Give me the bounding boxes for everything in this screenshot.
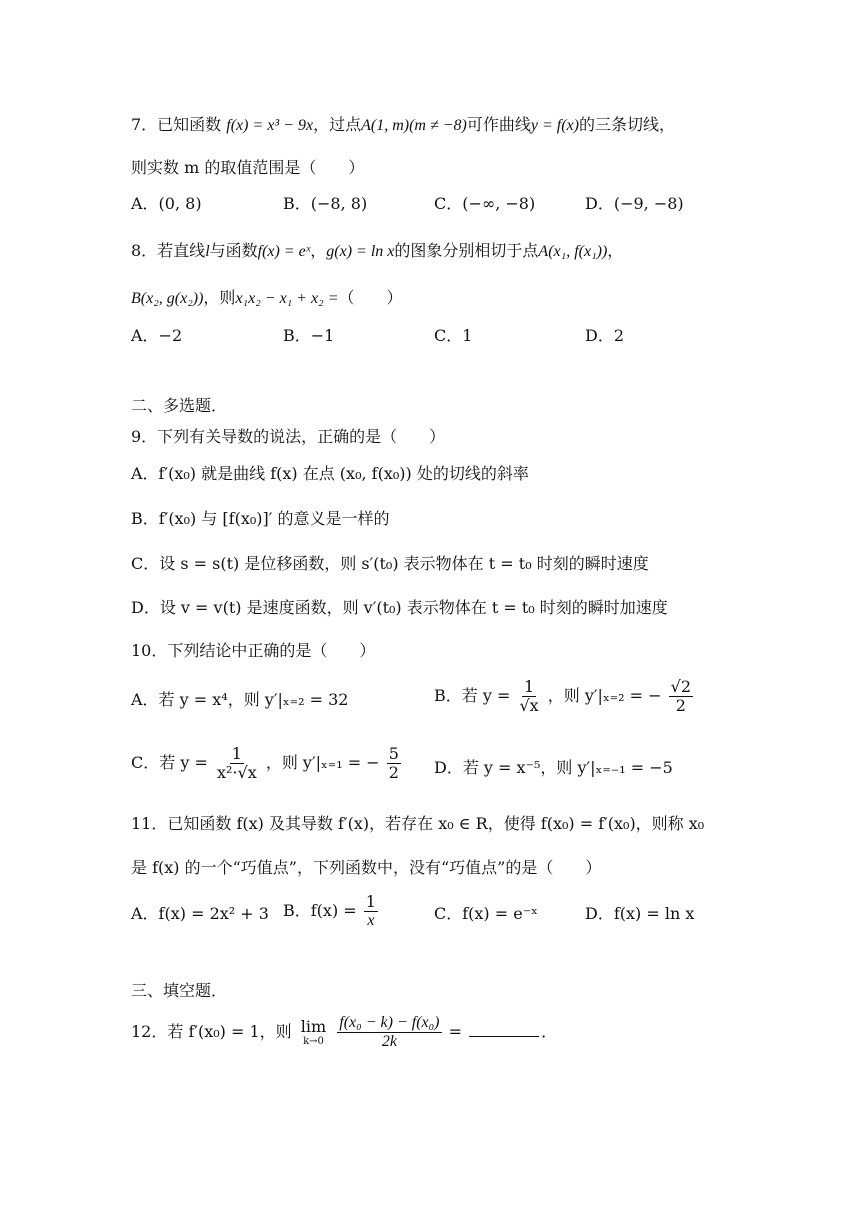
q10-b-prefix: B．若 y =	[434, 686, 511, 705]
q8-line2	[131, 287, 403, 310]
q10-option-a: A．若 y = x⁴，则 y′|ₓ₌₂ = 32	[131, 690, 349, 709]
q7-text-mid2: 可作曲线	[466, 115, 531, 134]
q8-text-tail: 的图象分别相切于点	[394, 241, 539, 260]
q10-c-mid: ，则 y′|ₓ₌₁ = −	[265, 753, 380, 772]
q10-c-fraction	[215, 745, 259, 782]
q8-point-b: B(x₂, g(x₂))	[131, 290, 204, 307]
q8-option-d: D．2	[585, 326, 625, 345]
q8-option-c: C．1	[434, 326, 473, 345]
q10-b-fraction	[517, 678, 540, 715]
q10-b-den: √x	[519, 696, 539, 715]
q7-text-tail: 的三条切线，	[579, 115, 676, 134]
q7-text-mid: ，过点	[313, 115, 362, 134]
q10-b-num2: √2	[670, 677, 692, 696]
q10-c-den: x²·√x	[216, 763, 257, 782]
q10-b-num: 1	[524, 677, 535, 696]
q8-option-b: B．−1	[283, 326, 335, 345]
q10-b-fraction2	[669, 678, 693, 715]
q10-b-den2: 2	[675, 696, 686, 715]
q11-line1: 11．已知函数 f(x) 及其导数 f′(x)，若存在 x₀ ∈ R，使得 f(x₀) = f′(x₀)，则称 x₀	[131, 814, 705, 833]
q7-option-a: A．(0, 8)	[131, 194, 202, 213]
q12-lim-sub: k→0	[303, 1035, 324, 1047]
q12-lim: lim	[300, 1016, 327, 1036]
q10-stem: 10．下列结论中正确的是（ ）	[131, 641, 376, 660]
q8-g-def: g(x) = ln x	[326, 243, 395, 260]
q9-option-b: B．f′(x₀) 与 [f(x₀)]′ 的意义是一样的	[131, 509, 390, 528]
q10-b-mid: ，则 y′|ₓ₌₂ = −	[547, 686, 662, 705]
q9-option-c: C．设 s = s(t) 是位移函数，则 s′(t₀) 表示物体在 t = t₀ 时刻的瞬时速度	[131, 554, 649, 573]
q8-line-l: l	[205, 243, 210, 260]
q7-line1	[131, 114, 675, 137]
q9-option-a: A．f′(x₀) 就是曲线 f(x) 在点 (x₀, f(x₀)) 处的切线的斜率	[131, 464, 529, 483]
q11-line2: 是 f(x) 的一个“巧值点”，下列函数中，没有“巧值点”的是（ ）	[131, 858, 602, 877]
q8-stem-prefix: 8．若直线	[131, 241, 206, 260]
q8-f-def: f(x) = eˣ	[257, 243, 311, 260]
q12-eq: =	[448, 1022, 463, 1041]
section-heading-fill-in: 三、填空题．	[131, 981, 228, 1000]
q10-c-num: 1	[231, 744, 242, 763]
q8-text-mid: 与函数	[209, 241, 258, 260]
q10-c-den2: 2	[388, 763, 399, 782]
q7-line2: 则实数 m 的取值范围是（ ）	[131, 158, 365, 177]
q7-option-d: D．(−9, −8)	[585, 194, 684, 213]
q10-option-d: D．若 y = x⁻⁵，则 y′|ₓ₌₋₁ = −5	[434, 758, 673, 777]
q12-den: 2k	[381, 1033, 397, 1050]
q12-end: ．	[541, 1022, 558, 1041]
q8-sep: ，	[310, 241, 327, 260]
q10-option-b	[434, 678, 695, 715]
q8-text-mid2: ，则	[203, 288, 236, 307]
q7-curve: y = f(x)	[530, 117, 579, 134]
q10-option-c	[131, 745, 403, 782]
q11-option-b	[283, 893, 380, 930]
q10-c-fraction2	[387, 745, 401, 782]
q8-line1	[131, 240, 623, 263]
q10-c-num2: 5	[388, 744, 399, 763]
q8-comma: ，	[607, 241, 624, 260]
q11-b-fraction	[364, 893, 378, 930]
q11-option-c: C．f(x) = e⁻ˣ	[434, 904, 538, 923]
q7-function-def: f(x) = x³ − 9x	[226, 117, 314, 134]
q12-answer-blank[interactable]	[469, 1036, 539, 1037]
q11-b-prefix: B．f(x) =	[283, 901, 357, 920]
q8-point-a: A(x₁, f(x₁))	[538, 243, 608, 260]
q12-fraction	[337, 1014, 441, 1051]
q12-limit	[299, 1018, 328, 1048]
q11-option-a: A．f(x) = 2x² + 3	[131, 904, 269, 923]
q9-option-d: D．设 v = v(t) 是速度函数，则 v′(t₀) 表示物体在 t = t₀ 时刻的瞬时加速度	[131, 598, 668, 617]
q7-point: A(1, m)(m ≠ −8)	[361, 117, 467, 134]
q7-stem-prefix: 7．已知函数	[131, 115, 222, 134]
q11-b-den: x	[367, 912, 375, 929]
q8-expression: x₁x₂ − x₁ + x₂ =	[235, 290, 339, 307]
q12-prefix: 12．若 f′(x₀) = 1，则	[131, 1022, 292, 1041]
q12-num: f(x₀ − k) − f(x₀)	[339, 1014, 440, 1031]
q9-stem: 9．下列有关导数的说法，正确的是（ ）	[131, 427, 446, 446]
q10-c-prefix: C．若 y =	[131, 753, 208, 772]
q7-option-c: C．(−∞, −8)	[434, 194, 536, 213]
q11-option-d: D．f(x) = ln x	[585, 904, 695, 923]
q7-option-b: B．(−8, 8)	[283, 194, 368, 213]
section-heading-multiple-choice: 二、多选题．	[131, 396, 228, 415]
q12-line	[131, 1014, 557, 1051]
q8-option-a: A．−2	[131, 326, 183, 345]
q11-b-num: 1	[365, 892, 376, 911]
q8-paren: （ ）	[338, 288, 403, 307]
